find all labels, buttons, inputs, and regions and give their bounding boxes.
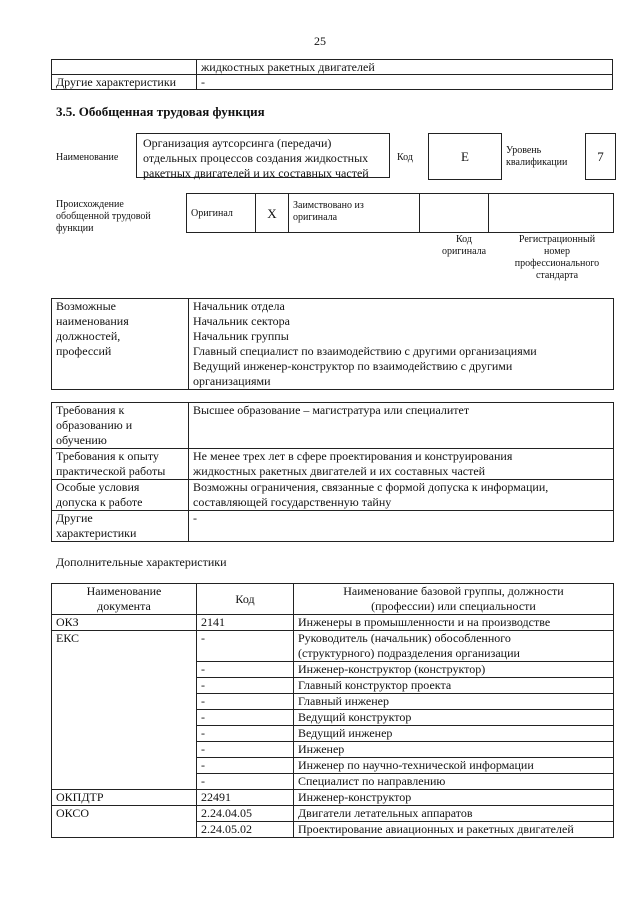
- positions-label: [52, 299, 189, 390]
- borrowed-label-line: оригинала: [293, 212, 338, 223]
- positions-label-line: Возможные: [56, 299, 116, 313]
- name-cell: Инженер: [294, 742, 614, 758]
- header-name: [294, 584, 614, 615]
- code-cell: -: [197, 662, 294, 678]
- function-name-line: Организация аутсорсинга (передачи): [143, 136, 332, 150]
- additional-title: Дополнительные характеристики: [56, 555, 227, 569]
- borrowed-label: [289, 194, 420, 233]
- code-cell: -: [197, 710, 294, 726]
- requirement-label: [52, 403, 189, 449]
- continuation-table: [51, 59, 613, 90]
- cont-row2-label: Другие характеристики: [52, 75, 197, 90]
- cont-row1-value: жидкостных ракетных двигателей: [197, 60, 613, 75]
- origin-table: [186, 193, 614, 233]
- function-name-line: ракетных двигателей и их составных частей: [143, 166, 369, 180]
- page-number: 25: [314, 34, 326, 48]
- requirement-value-line: жидкостных ракетных двигателей и их составных частей: [193, 464, 486, 478]
- header-line: Наименование базовой группы, должности: [343, 584, 564, 598]
- level-value: 7: [597, 148, 604, 164]
- doc-cell: ОКСО: [52, 806, 197, 838]
- level-value-box: [585, 133, 616, 180]
- name-cell: Инженер-конструктор (конструктор): [294, 662, 614, 678]
- caption-line: номер: [544, 246, 570, 257]
- name-cell: Главный конструктор проекта: [294, 678, 614, 694]
- header-code: [197, 584, 294, 615]
- requirement-value-line: Возможны ограничения, связанные с формой допуска к информации,: [193, 480, 549, 494]
- name-cell: Проектирование авиационных и ракетных двигателей: [294, 822, 614, 838]
- original-label: Оригинал: [187, 194, 256, 233]
- header-document: [52, 584, 197, 615]
- positions-list: [189, 299, 614, 390]
- code-value-box: [428, 133, 502, 180]
- origin-label-line: обобщенной трудовой: [56, 211, 151, 222]
- requirement-value-line: Не менее трех лет в сфере проектирования и конструирования: [193, 449, 513, 463]
- code-original-caption: [428, 234, 500, 258]
- code-label: Код: [397, 152, 413, 163]
- doc-cell: ОКПДТР: [52, 790, 197, 806]
- requirement-value-line: Высшее образование – магистратура или специалитет: [193, 403, 470, 417]
- requirement-label-line: Требования к опыту: [56, 449, 159, 463]
- requirement-label-line: Другие: [56, 511, 93, 525]
- origin-label: [56, 199, 151, 235]
- code-cell: -: [197, 726, 294, 742]
- name-line: Руководитель (начальник) обособленного: [298, 631, 511, 645]
- header-line: Наименование: [86, 584, 162, 598]
- code-cell: -: [197, 758, 294, 774]
- name-cell: Инженер-конструктор: [294, 790, 614, 806]
- requirements-table: [51, 402, 614, 542]
- requirement-label: [52, 480, 189, 511]
- name-line: (структурного) подразделения организации: [298, 646, 520, 660]
- name-cell: Главный инженер: [294, 694, 614, 710]
- caption-line: Регистрационный: [518, 234, 596, 245]
- requirement-label-line: допуска к работе: [56, 495, 143, 509]
- name-label: Наименование: [56, 152, 119, 163]
- requirement-value: [189, 480, 614, 511]
- caption-line: стандарта: [535, 270, 579, 281]
- reg-number-cell: [489, 194, 614, 233]
- code-value: E: [461, 148, 469, 164]
- name-cell: Специалист по направлению: [294, 774, 614, 790]
- position-item: Главный специалист по взаимодействию с другими организациями: [193, 344, 537, 358]
- positions-table: [51, 298, 614, 390]
- caption-line: Код: [456, 234, 472, 245]
- requirement-value-line: составляющей государственную тайну: [193, 495, 392, 509]
- position-item: Начальник группы: [193, 329, 289, 343]
- position-item: Ведущий инженер-конструктор по взаимодействию с другими: [193, 359, 513, 373]
- header-line: документа: [97, 599, 151, 613]
- code-cell: -: [197, 742, 294, 758]
- code-cell: 2.24.04.05: [197, 806, 294, 822]
- section-title: 3.5. Обобщенная трудовая функция: [56, 104, 265, 119]
- requirement-label-line: Требования к: [56, 403, 125, 417]
- requirement-value: [189, 403, 614, 449]
- code-cell: -: [197, 774, 294, 790]
- requirement-label-line: характеристики: [56, 526, 137, 540]
- name-cell: Инженер по научно-технической информации: [294, 758, 614, 774]
- code-cell: -: [197, 678, 294, 694]
- requirement-value-line: -: [193, 511, 197, 525]
- name-cell: Двигатели летательных аппаратов: [294, 806, 614, 822]
- requirement-label-line: образованию и: [56, 418, 133, 432]
- table-row: [52, 790, 614, 806]
- name-cell: Инженеры в промышленности и на производстве: [294, 615, 614, 631]
- requirement-label-line: Особые условия: [56, 480, 140, 494]
- positions-label-line: наименования: [56, 314, 129, 328]
- code-original-cell: [420, 194, 489, 233]
- requirement-label: [52, 449, 189, 480]
- table-row: [52, 615, 614, 631]
- requirement-label-line: практической работы: [56, 464, 166, 478]
- table-row: [52, 631, 614, 662]
- caption-line: профессионального: [514, 258, 600, 269]
- code-cell: 22491: [197, 790, 294, 806]
- header-line: (профессии) или специальности: [371, 599, 536, 613]
- level-label: [506, 145, 567, 169]
- origin-label-line: Происхождение: [56, 199, 124, 210]
- name-cell: [294, 631, 614, 662]
- requirement-value: [189, 511, 614, 542]
- table-row: [52, 806, 614, 822]
- function-name-line: отдельных процессов создания жидкостных: [143, 151, 369, 165]
- doc-cell: ЕКС: [52, 631, 197, 790]
- cont-empty-cell: [52, 60, 197, 75]
- requirement-label-line: обучению: [56, 433, 107, 447]
- level-label-line: Уровень: [506, 145, 542, 156]
- code-cell: -: [197, 694, 294, 710]
- additional-table: [51, 583, 614, 838]
- original-mark: X: [256, 194, 289, 233]
- requirement-label: [52, 511, 189, 542]
- positions-label-line: должностей,: [56, 329, 121, 343]
- name-cell: Ведущий конструктор: [294, 710, 614, 726]
- cont-row2-value: -: [197, 75, 613, 90]
- code-cell: 2.24.05.02: [197, 822, 294, 838]
- header-line: Код: [235, 591, 255, 606]
- name-cell: Ведущий инженер: [294, 726, 614, 742]
- code-cell: -: [197, 631, 294, 662]
- level-label-line: квалификации: [506, 157, 568, 168]
- doc-cell: ОКЗ: [52, 615, 197, 631]
- position-item: организациями: [193, 374, 271, 388]
- caption-line: оригинала: [441, 246, 487, 257]
- code-cell: 2141: [197, 615, 294, 631]
- function-name-box: [136, 133, 390, 178]
- positions-label-line: профессий: [56, 344, 112, 358]
- position-item: Начальник отдела: [193, 299, 285, 313]
- origin-label-line: функции: [56, 223, 94, 234]
- requirement-value: [189, 449, 614, 480]
- borrowed-label-line: Заимствовано из: [293, 200, 364, 211]
- position-item: Начальник сектора: [193, 314, 290, 328]
- reg-number-caption: [500, 234, 614, 282]
